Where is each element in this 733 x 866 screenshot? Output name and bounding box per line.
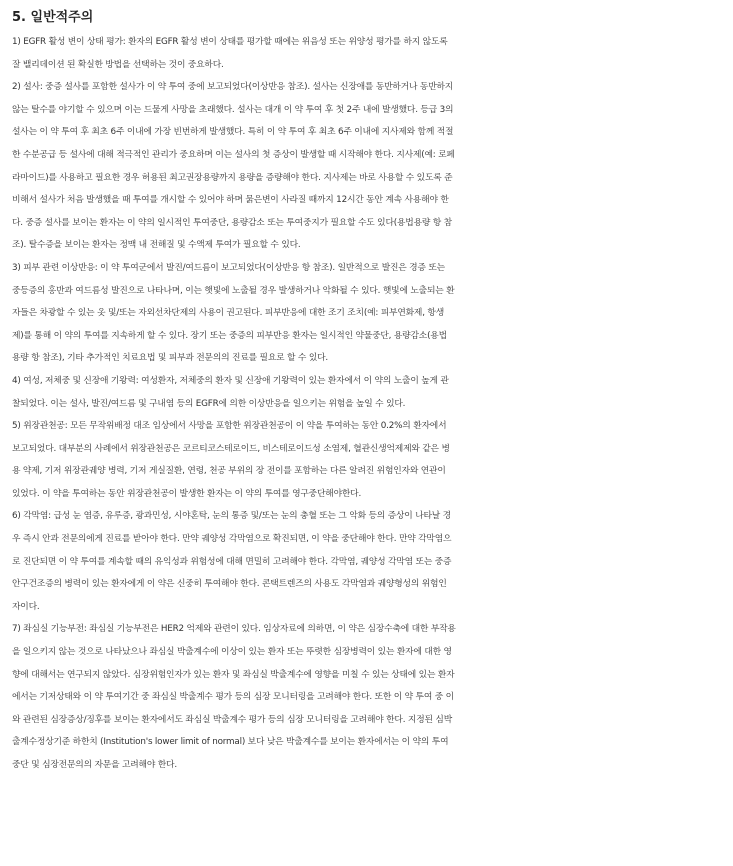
text-line: 향에 대해서는 연구되지 않았다. 심장위험인자가 있는 환자 및 좌심실 박출계수에 영향을 미칠 수 있는 상태에 있는 환자 (12, 669, 455, 680)
text-line: 출계수정상기준 하한치 (Institution's lower limit of normal) 보다 낮은 박출계수를 보이는 환자에서는 이 약의 투여 (12, 737, 449, 748)
text-line: 7) 좌심실 기능부전: 좌심실 기능부전은 HER2 억제와 관련이 있다. 임상자료에 의하면, 이 약은 심장수축에 대한 부작용 (12, 624, 456, 635)
text-line: 다. 중증 설사를 보이는 환자는 이 약의 일시적인 투여중단, 용량감소 또는 투여중지가 필요할 수도 있다(용법용량 항 참 (12, 217, 452, 228)
text-line: 비해서 설사가 처음 발생했을 때 투여를 개시할 수 있어야 하며 묽은변이 사라질 때까지 12시간 동안 계속 사용해야 한 (12, 195, 449, 206)
text-line: 안구건조증의 병력이 있는 환자에게 이 약은 신중히 투여해야 한다. 콘택트렌즈의 사용도 각막염과 궤양형성의 위험인 (12, 579, 447, 590)
text-line: 있었다. 이 약을 투여하는 동안 위장관천공이 발생한 환자는 이 약의 투여를 영구중단해야한다. (12, 488, 362, 499)
text-line: 중단 및 심장전문의의 자문을 고려해야 한다. (12, 760, 177, 770)
text-line: 2) 설사: 중증 설사를 포함한 설사가 이 약 투여 중에 보고되었다(이상반응 참조). 설사는 신장애를 동반하거나 동반하지 (12, 82, 454, 93)
section-title: 5. 일반적주의 (12, 10, 94, 25)
document-body (12, 31, 729, 777)
paragraph-5 (12, 415, 729, 505)
paragraph-6 (12, 505, 729, 618)
text-line: 와 관련된 심장증상/징후를 보이는 환자에서도 좌심실 박출계수 평가 등의 심장 모니터링을 고려해야 한다. 지정된 심박 (12, 714, 453, 725)
text-line: 6) 각막염: 급성 눈 염증, 유루증, 광과민성, 시야혼탁, 눈의 통증 및/또는 눈의 충혈 또는 그 악화 등의 증상이 나타날 경 (12, 511, 451, 522)
text-line: 1) EGFR 활성 변이 상태 평가: 환자의 EGFR 활성 변이 상태를 평가할 때에는 위음성 또는 위양성 평가를 하지 않도록 (12, 37, 448, 47)
paragraph-2 (12, 76, 729, 257)
text-line: 잘 밸리데이션 된 확실한 방법을 선택하는 것이 중요하다. (12, 59, 224, 70)
text-line: 4) 여성, 저체중 및 신장애 기왕력: 여성환자, 저체중의 환자 및 신장애 기왕력이 있는 환자에서 이 약의 노출이 높게 관 (12, 375, 449, 386)
paragraph-1 (12, 31, 729, 76)
text-line: 제)를 통해 이 약의 투여를 지속하게 할 수 있다. 장기 또는 중증의 피부반응 환자는 일시적인 약물중단, 용량감소(용법 (12, 330, 447, 341)
text-line: 보고되었다. 대부분의 사례에서 위장관천공은 코르티코스테로이드, 비스테로이드성 소염제, 혈관신생억제제와 같은 병 (12, 443, 450, 454)
text-line: 용량 항 참조), 기타 추가적인 치료요법 및 피부과 전문의의 진료를 필요로 할 수 있다. (12, 353, 329, 364)
text-line: 라마이드)를 사용하고 필요한 경우 허용된 최고권장용량까지 용량을 증량해야 한다. 지사제는 바로 사용할 수 있도록 준 (12, 172, 453, 183)
text-line: 않는 탈수를 야기할 수 있으며 이는 드물게 사망을 초래했다. 설사는 대개 이 약 투여 후 첫 2주 내에 발생했다. 등급 3의 (12, 104, 454, 115)
paragraph-4 (12, 370, 729, 415)
paragraph-3 (12, 257, 729, 370)
text-line: 우 즉시 안과 전문의에게 진료를 받아야 한다. 만약 궤양성 각막염으로 확진되면, 이 약을 중단해야 한다. 만약 각막염으 (12, 534, 452, 545)
text-line: 을 일으키지 않는 것으로 나타났으나 좌심실 박출계수에 이상이 있는 환자 또는 뚜렷한 심장병력이 있는 환자에 대한 영 (12, 647, 452, 658)
text-line: 3) 피부 관련 이상반응: 이 약 투여군에서 발진/여드름이 보고되었다(이상반응 항 참조). 일반적으로 발진은 경증 또는 (12, 262, 445, 273)
paragraph-7 (12, 618, 729, 776)
text-line: 설사는 이 약 투여 후 최초 6주 이내에 가장 빈번하게 발생했다. 특히 이 약 투여 후 최초 6주 이내에 지사제와 함께 적절 (12, 127, 454, 138)
text-line: 중등증의 홍반과 여드름성 발진으로 나타나며, 이는 햇빛에 노출될 경우 발생하거나 악화될 수 있다. 햇빛에 노출되는 환 (12, 285, 455, 296)
text-line: 5) 위장관천공: 모든 무작위배정 대조 임상에서 사망을 포함한 위장관천공이 이 약을 투여하는 동안 0.2%의 환자에서 (12, 421, 447, 432)
text-line: 에서는 기저상태와 이 약 투여기간 중 좌심실 박출계수 평가 등의 심장 모니터링을 고려해야 한다. 또한 이 약 투여 중 이 (12, 692, 454, 703)
text-line: 한 수분공급 등 설사에 대해 적극적인 관리가 중요하며 이는 설사의 첫 증상이 발생할 때 시작해야 한다. 지사제(예: 로페 (12, 149, 455, 160)
text-line: 자들은 차광할 수 있는 옷 및/또는 자외선차단제의 사용이 권고된다. 피부반응에 대한 조기 조치(예: 피부연화제, 항생 (12, 308, 445, 319)
text-line: 조). 탈수증을 보이는 환자는 정맥 내 전해질 및 수액제 투여가 필요할 수 있다. (12, 240, 301, 251)
text-line: 찰되었다. 이는 설사, 발진/여드름 및 구내염 등의 EGFR에 의한 이상반응을 일으키는 위험을 높일 수 있다. (12, 398, 406, 409)
text-line: 자이다. (12, 601, 40, 612)
text-line: 로 진단되면 이 약 투여를 계속할 때의 유익성과 위험성에 대해 면밀히 고려해야 한다. 각막염, 궤양성 각막염 또는 중증 (12, 556, 452, 567)
text-line: 용 약제, 기저 위장관궤양 병력, 기저 게실질환, 연령, 천공 부위의 장 전이를 포함하는 다른 알려진 위험인자와 연관이 (12, 466, 446, 477)
